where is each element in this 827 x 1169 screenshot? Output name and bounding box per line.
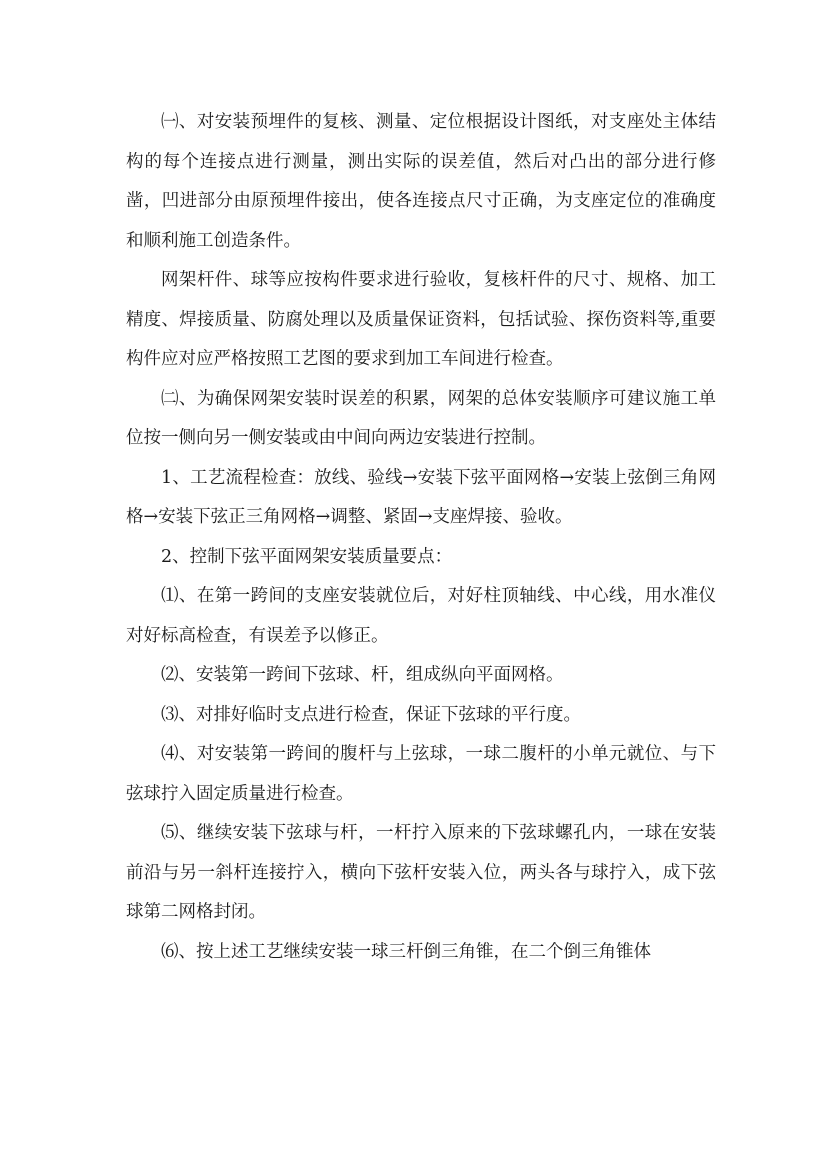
paragraph-process-flow: 1、工艺流程检查：放线、验线→安装下弦平面网格→安装上弦倒三角网格→安装下弦正三角网格→调整、紧固→支座焊接、验收。 bbox=[126, 467, 716, 527]
paragraph-step-1: ⑴、在第一跨间的支座安装就位后，对好柱顶轴线、中心线，用水准仪对好标高检查，有误差予以修正。 bbox=[126, 586, 716, 646]
paragraph-member-acceptance: 网架杆件、球等应按构件要求进行验收，复核杆件的尺寸、规格、加工精度、焊接质量、防腐处理以及质量保证资料，包括试验、探伤资料等,重要构件应对应严格按照工艺图的要求到加工车间进行检查。 bbox=[126, 270, 716, 369]
paragraph-step-2: ⑵、安装第一跨间下弦球、杆，组成纵向平面网格。 bbox=[161, 665, 564, 685]
paragraph-embedded-parts-check: ㈠、对安装预埋件的复核、测量、定位根据设计图纸，对支座处主体结构的每个连接点进行测量，测出实际的误差值，然后对凸出的部分进行修凿，凹进部分由原预埋件接出，使各连接点尺寸正确，为支座定位的准确度和顺利施工创造条件。 bbox=[126, 112, 716, 251]
paragraph-installation-sequence: ㈡、为确保网架安装时误差的积累，网架的总体安装顺序可建议施工单位按一侧向另一侧安装或由中间向两边安装进行控制。 bbox=[126, 388, 716, 448]
paragraph-step-4: ⑷、对安装第一跨间的腹杆与上弦球，一球二腹杆的小单元就位、与下弦球拧入固定质量进行检查。 bbox=[126, 744, 716, 804]
paragraph-step-6: ⑹、按上述工艺继续安装一球三杆倒三角锥，在二个倒三角锥体 bbox=[161, 941, 651, 962]
paragraph-step-5: ⑸、继续安装下弦球与杆，一杆拧入原来的下弦球螺孔内，一球在安装前沿与另一斜杆连接拧入，横向下弦杆安装入位，两头各与球拧入，成下弦球第二网格封闭。 bbox=[126, 823, 716, 922]
paragraph-step-3: ⑶、对排好临时支点进行检查，保证下弦球的平行度。 bbox=[161, 704, 581, 725]
body-text bbox=[126, 103, 716, 972]
paragraph-quality-points-heading: 2、控制下弦平面网架安装质量要点： bbox=[161, 546, 453, 567]
